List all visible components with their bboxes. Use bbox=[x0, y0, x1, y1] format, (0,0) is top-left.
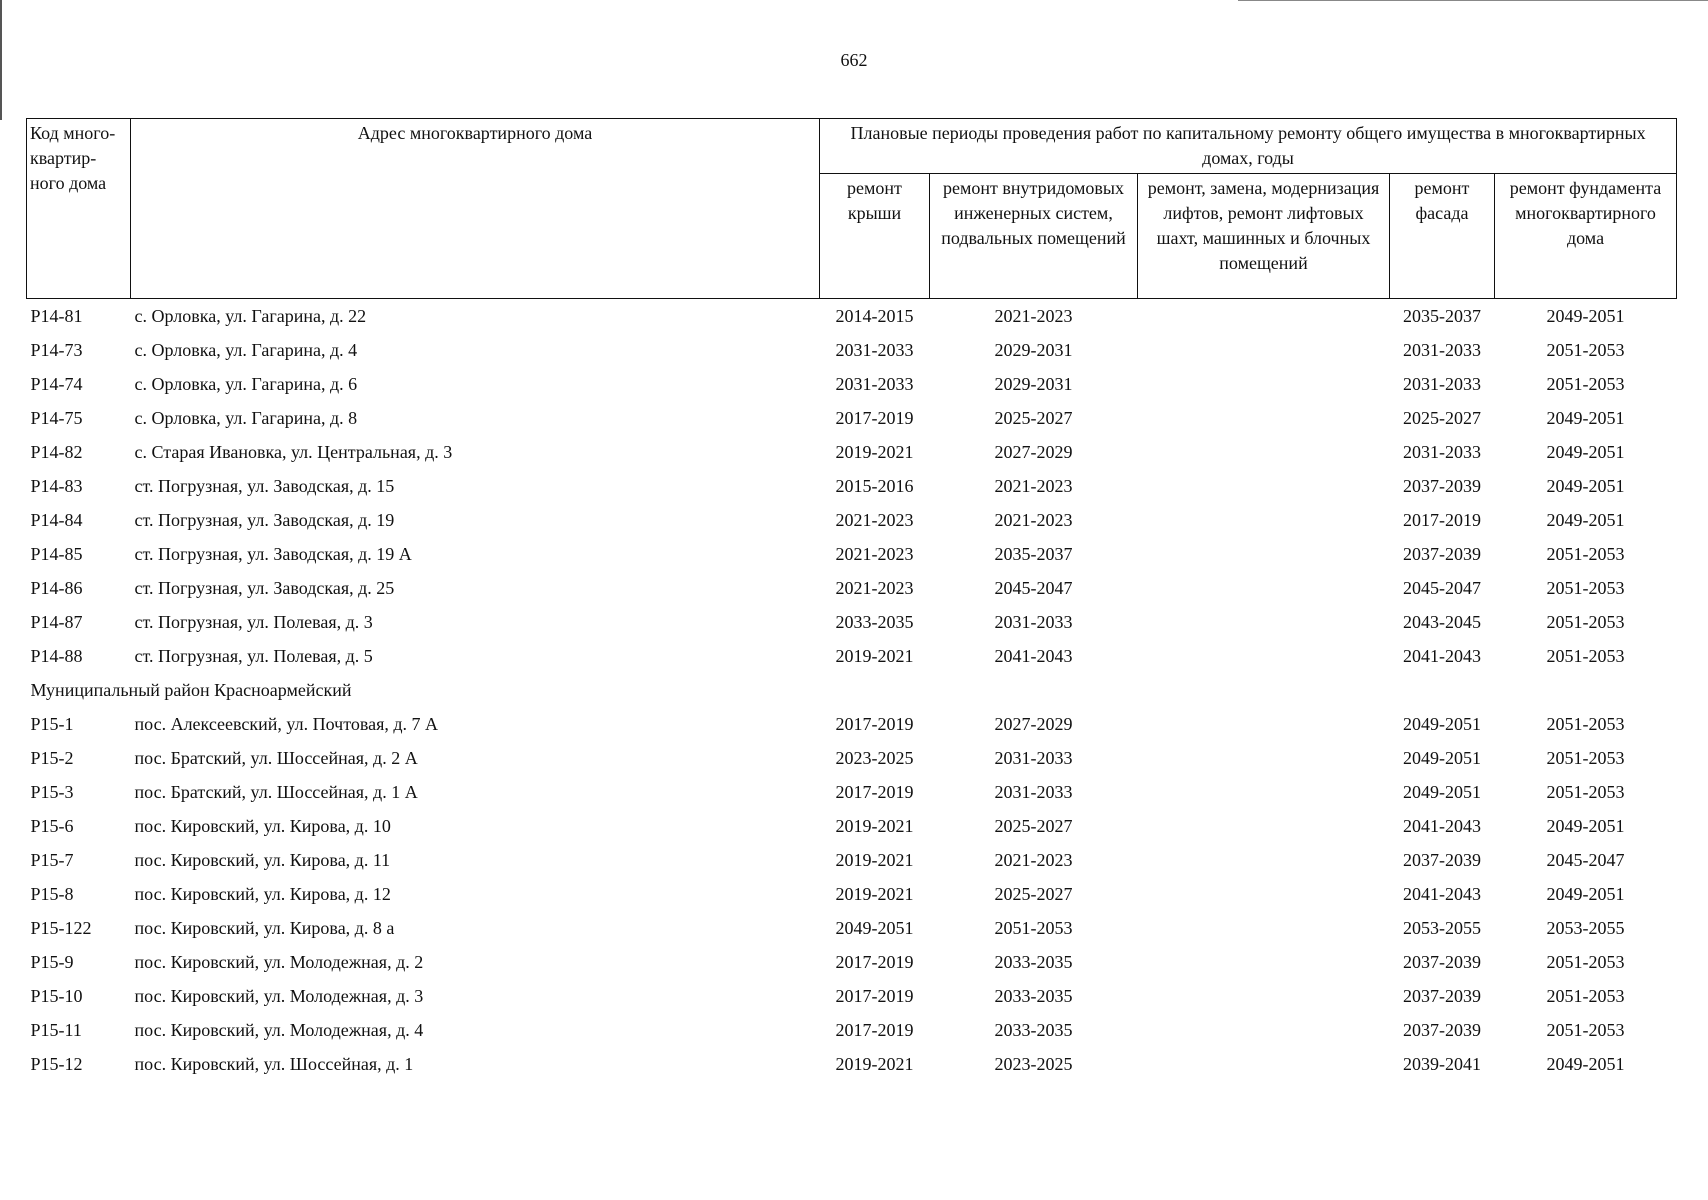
cell-roof: 2033-2035 bbox=[835, 611, 914, 632]
cell-roof: 2017-2019 bbox=[835, 713, 914, 734]
cell-facade: 2037-2039 bbox=[1403, 1019, 1481, 1040]
cell-elevators bbox=[1138, 571, 1390, 605]
cell-facade: 2037-2039 bbox=[1403, 985, 1481, 1006]
cell-engineering: 2025-2027 bbox=[994, 407, 1073, 428]
cell-foundation: 2051-2053 bbox=[1546, 985, 1625, 1006]
table-row bbox=[27, 775, 1677, 809]
cell-engineering: 2035-2037 bbox=[994, 543, 1073, 564]
table-row bbox=[27, 571, 1677, 605]
cell-code: Р15-7 bbox=[30, 849, 74, 870]
table-row bbox=[27, 537, 1677, 571]
cell-foundation: 2051-2053 bbox=[1546, 373, 1625, 394]
cell-engineering: 2021-2023 bbox=[994, 509, 1073, 530]
cell-engineering: 2025-2027 bbox=[994, 883, 1073, 904]
cell-code: Р15-9 bbox=[30, 951, 74, 972]
table-row bbox=[27, 469, 1677, 503]
cell-foundation: 2049-2051 bbox=[1546, 883, 1625, 904]
cell-foundation: 2051-2053 bbox=[1546, 951, 1625, 972]
cell-elevators bbox=[1138, 911, 1390, 945]
cell-engineering: 2033-2035 bbox=[994, 985, 1073, 1006]
table-row bbox=[27, 639, 1677, 673]
cell-facade: 2039-2041 bbox=[1403, 1053, 1481, 1074]
header-engineering: ремонт внутридомовых инженерных систем, подвальных помещений bbox=[930, 174, 1138, 299]
cell-facade: 2035-2037 bbox=[1403, 305, 1481, 326]
table-header bbox=[27, 119, 1677, 299]
header-elevators: ремонт, замена, модернизация лифтов, ремонт лифтовых шахт, машинных и блочных помещений bbox=[1138, 174, 1390, 299]
cell-facade: 2031-2033 bbox=[1403, 373, 1481, 394]
cell-address: с. Орловка, ул. Гагарина, д. 8 bbox=[134, 407, 358, 428]
cell-engineering: 2031-2033 bbox=[994, 781, 1073, 802]
cell-code: Р15-8 bbox=[30, 883, 74, 904]
cell-engineering: 2021-2023 bbox=[994, 849, 1073, 870]
cell-roof: 2019-2021 bbox=[835, 815, 914, 836]
cell-roof: 2017-2019 bbox=[835, 781, 914, 802]
cell-elevators bbox=[1138, 945, 1390, 979]
table-row bbox=[27, 741, 1677, 775]
cell-facade: 2043-2045 bbox=[1403, 611, 1481, 632]
repair-schedule-table bbox=[26, 118, 1677, 1081]
cell-code: Р14-75 bbox=[30, 407, 83, 428]
cell-roof: 2019-2021 bbox=[835, 849, 914, 870]
cell-code: Р15-11 bbox=[30, 1019, 82, 1040]
cell-address: ст. Погрузная, ул. Полевая, д. 3 bbox=[134, 611, 373, 632]
cell-roof: 2031-2033 bbox=[835, 339, 914, 360]
cell-address: с. Орловка, ул. Гагарина, д. 4 bbox=[134, 339, 358, 360]
cell-engineering: 2033-2035 bbox=[994, 1019, 1073, 1040]
cell-code: Р14-87 bbox=[30, 611, 83, 632]
table-row bbox=[27, 435, 1677, 469]
cell-facade: 2049-2051 bbox=[1403, 747, 1481, 768]
cell-foundation: 2051-2053 bbox=[1546, 543, 1625, 564]
cell-foundation: 2049-2051 bbox=[1546, 815, 1625, 836]
table-row bbox=[27, 299, 1677, 334]
table-row bbox=[27, 911, 1677, 945]
cell-address: пос. Кировский, ул. Молодежная, д. 4 bbox=[134, 1019, 424, 1040]
cell-address: ст. Погрузная, ул. Заводская, д. 15 bbox=[134, 475, 395, 496]
cell-facade: 2037-2039 bbox=[1403, 543, 1481, 564]
cell-code: Р15-12 bbox=[30, 1053, 83, 1074]
cell-code: Р14-73 bbox=[30, 339, 83, 360]
table-body bbox=[27, 299, 1677, 1082]
cell-foundation: 2049-2051 bbox=[1546, 475, 1625, 496]
cell-elevators bbox=[1138, 1047, 1390, 1081]
cell-roof: 2017-2019 bbox=[835, 951, 914, 972]
table-row bbox=[27, 1047, 1677, 1081]
table-row bbox=[27, 979, 1677, 1013]
cell-engineering: 2021-2023 bbox=[994, 305, 1073, 326]
page-number: 662 bbox=[840, 50, 868, 70]
cell-address: пос. Кировский, ул. Кирова, д. 12 bbox=[134, 883, 391, 904]
header-roof: ремонт крыши bbox=[820, 174, 930, 299]
cell-engineering: 2023-2025 bbox=[994, 1053, 1073, 1074]
cell-foundation: 2049-2051 bbox=[1546, 1053, 1625, 1074]
cell-code: Р14-85 bbox=[30, 543, 83, 564]
cell-address: пос. Кировский, ул. Молодежная, д. 2 bbox=[134, 951, 424, 972]
cell-address: с. Старая Ивановка, ул. Центральная, д. 3 bbox=[134, 441, 453, 462]
cell-roof: 2049-2051 bbox=[835, 917, 914, 938]
cell-facade: 2025-2027 bbox=[1403, 407, 1481, 428]
cell-elevators bbox=[1138, 741, 1390, 775]
cell-foundation: 2049-2051 bbox=[1546, 407, 1625, 428]
cell-code: Р15-122 bbox=[30, 917, 92, 938]
cell-engineering: 2041-2043 bbox=[994, 645, 1073, 666]
cell-facade: 2053-2055 bbox=[1403, 917, 1481, 938]
cell-roof: 2021-2023 bbox=[835, 509, 914, 530]
cell-roof: 2019-2021 bbox=[835, 883, 914, 904]
cell-elevators bbox=[1138, 537, 1390, 571]
cell-elevators bbox=[1138, 469, 1390, 503]
cell-elevators bbox=[1138, 707, 1390, 741]
cell-facade: 2049-2051 bbox=[1403, 781, 1481, 802]
cell-foundation: 2051-2053 bbox=[1546, 781, 1625, 802]
cell-facade: 2041-2043 bbox=[1403, 815, 1481, 836]
cell-code: Р14-86 bbox=[30, 577, 83, 598]
cell-foundation: 2045-2047 bbox=[1546, 849, 1625, 870]
cell-facade: 2031-2033 bbox=[1403, 339, 1481, 360]
cell-engineering: 2031-2033 bbox=[994, 611, 1073, 632]
cell-roof: 2017-2019 bbox=[835, 1019, 914, 1040]
cell-foundation: 2051-2053 bbox=[1546, 1019, 1625, 1040]
cell-code: Р15-10 bbox=[30, 985, 83, 1006]
table-row bbox=[27, 333, 1677, 367]
cell-elevators bbox=[1138, 299, 1390, 334]
header-periods-group: Плановые периоды проведения работ по капитальному ремонту общего имущества в многоквартирных домах, годы bbox=[820, 119, 1677, 174]
cell-roof: 2017-2019 bbox=[835, 985, 914, 1006]
cell-foundation: 2049-2051 bbox=[1546, 305, 1625, 326]
cell-address: ст. Погрузная, ул. Заводская, д. 19 bbox=[134, 509, 395, 530]
cell-address: пос. Кировский, ул. Кирова, д. 11 bbox=[134, 849, 391, 870]
table-row bbox=[27, 707, 1677, 741]
cell-address: пос. Братский, ул. Шоссейная, д. 1 А bbox=[134, 781, 418, 802]
cell-code: Р14-81 bbox=[30, 305, 83, 326]
header-address: Адрес многоквартирного дома bbox=[131, 119, 820, 299]
cell-facade: 2037-2039 bbox=[1403, 849, 1481, 870]
cell-address: с. Орловка, ул. Гагарина, д. 6 bbox=[134, 373, 358, 394]
cell-foundation: 2049-2051 bbox=[1546, 441, 1625, 462]
cell-facade: 2037-2039 bbox=[1403, 475, 1481, 496]
cell-facade: 2041-2043 bbox=[1403, 645, 1481, 666]
cell-foundation: 2051-2053 bbox=[1546, 747, 1625, 768]
cell-address: ст. Погрузная, ул. Полевая, д. 5 bbox=[134, 645, 373, 666]
cell-foundation: 2051-2053 bbox=[1546, 645, 1625, 666]
cell-facade: 2045-2047 bbox=[1403, 577, 1481, 598]
cell-code: Р15-6 bbox=[30, 815, 74, 836]
cell-foundation: 2051-2053 bbox=[1546, 611, 1625, 632]
cell-engineering: 2027-2029 bbox=[994, 441, 1073, 462]
cell-foundation: 2051-2053 bbox=[1546, 577, 1625, 598]
cell-roof: 2021-2023 bbox=[835, 543, 914, 564]
table-row bbox=[27, 605, 1677, 639]
header-foundation: ремонт фундамента многоквартирного дома bbox=[1495, 174, 1677, 299]
cell-engineering: 2025-2027 bbox=[994, 815, 1073, 836]
cell-elevators bbox=[1138, 401, 1390, 435]
header-facade: ремонт фасада bbox=[1390, 174, 1495, 299]
cell-code: Р14-83 bbox=[30, 475, 83, 496]
cell-code: Р15-2 bbox=[30, 747, 74, 768]
cell-code: Р15-3 bbox=[30, 781, 74, 802]
cell-engineering: 2031-2033 bbox=[994, 747, 1073, 768]
cell-code: Р14-84 bbox=[30, 509, 83, 530]
table-row bbox=[27, 877, 1677, 911]
cell-engineering: 2051-2053 bbox=[994, 917, 1073, 938]
cell-address: пос. Кировский, ул. Кирова, д. 10 bbox=[134, 815, 391, 836]
cell-engineering: 2045-2047 bbox=[994, 577, 1073, 598]
cell-address: ст. Погрузная, ул. Заводская, д. 19 А bbox=[134, 543, 412, 564]
cell-engineering: 2033-2035 bbox=[994, 951, 1073, 972]
cell-engineering: 2027-2029 bbox=[994, 713, 1073, 734]
cell-address: пос. Кировский, ул. Молодежная, д. 3 bbox=[134, 985, 424, 1006]
cell-elevators bbox=[1138, 605, 1390, 639]
cell-code: Р14-88 bbox=[30, 645, 83, 666]
cell-elevators bbox=[1138, 1013, 1390, 1047]
cell-engineering: 2029-2031 bbox=[994, 339, 1073, 360]
cell-roof: 2019-2021 bbox=[835, 645, 914, 666]
cell-address: с. Орловка, ул. Гагарина, д. 22 bbox=[134, 305, 367, 326]
cell-roof: 2019-2021 bbox=[835, 1053, 914, 1074]
cell-foundation: 2051-2053 bbox=[1546, 339, 1625, 360]
cell-engineering: 2029-2031 bbox=[994, 373, 1073, 394]
cell-address: ст. Погрузная, ул. Заводская, д. 25 bbox=[134, 577, 395, 598]
table-row bbox=[27, 945, 1677, 979]
cell-elevators bbox=[1138, 877, 1390, 911]
cell-roof: 2021-2023 bbox=[835, 577, 914, 598]
cell-roof: 2017-2019 bbox=[835, 407, 914, 428]
table-row bbox=[27, 843, 1677, 877]
cell-elevators bbox=[1138, 809, 1390, 843]
cell-roof: 2014-2015 bbox=[835, 305, 914, 326]
header-code: Код много-квартир-ного дома bbox=[27, 119, 131, 299]
cell-facade: 2031-2033 bbox=[1403, 441, 1481, 462]
cell-facade: 2041-2043 bbox=[1403, 883, 1481, 904]
table-row bbox=[27, 401, 1677, 435]
cell-address: пос. Алексеевский, ул. Почтовая, д. 7 А bbox=[134, 713, 439, 734]
cell-facade: 2017-2019 bbox=[1403, 509, 1481, 530]
cell-roof: 2019-2021 bbox=[835, 441, 914, 462]
cell-elevators bbox=[1138, 639, 1390, 673]
section-row bbox=[27, 673, 1677, 707]
cell-code: Р15-1 bbox=[30, 713, 74, 734]
cell-elevators bbox=[1138, 843, 1390, 877]
cell-address: пос. Кировский, ул. Шоссейная, д. 1 bbox=[134, 1053, 414, 1074]
cell-elevators bbox=[1138, 435, 1390, 469]
table-row bbox=[27, 503, 1677, 537]
cell-elevators bbox=[1138, 333, 1390, 367]
section-title: Муниципальный район Красноармейский bbox=[30, 679, 352, 700]
cell-elevators bbox=[1138, 367, 1390, 401]
cell-elevators bbox=[1138, 979, 1390, 1013]
cell-address: пос. Братский, ул. Шоссейная, д. 2 А bbox=[134, 747, 418, 768]
cell-roof: 2031-2033 bbox=[835, 373, 914, 394]
scan-top-line bbox=[1238, 0, 1708, 1]
table-row bbox=[27, 809, 1677, 843]
cell-address: пос. Кировский, ул. Кирова, д. 8 а bbox=[134, 917, 395, 938]
cell-roof: 2023-2025 bbox=[835, 747, 914, 768]
cell-code: Р14-82 bbox=[30, 441, 83, 462]
cell-elevators bbox=[1138, 503, 1390, 537]
cell-elevators bbox=[1138, 775, 1390, 809]
cell-foundation: 2053-2055 bbox=[1546, 917, 1625, 938]
cell-roof: 2015-2016 bbox=[835, 475, 914, 496]
cell-facade: 2049-2051 bbox=[1403, 713, 1481, 734]
table-row bbox=[27, 367, 1677, 401]
cell-foundation: 2049-2051 bbox=[1546, 509, 1625, 530]
cell-foundation: 2051-2053 bbox=[1546, 713, 1625, 734]
cell-code: Р14-74 bbox=[30, 373, 83, 394]
cell-facade: 2037-2039 bbox=[1403, 951, 1481, 972]
table-row bbox=[27, 1013, 1677, 1047]
cell-engineering: 2021-2023 bbox=[994, 475, 1073, 496]
